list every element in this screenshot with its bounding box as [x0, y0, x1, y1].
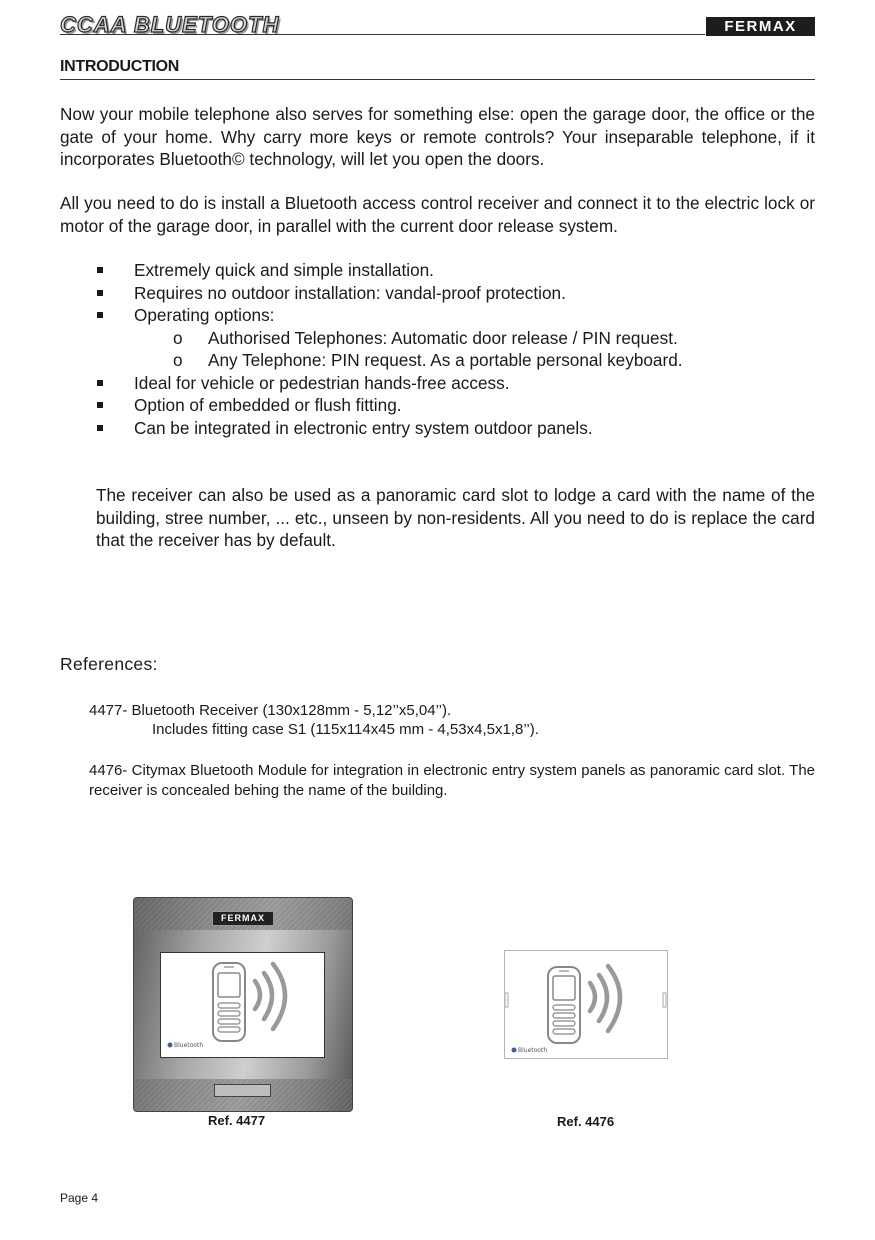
- header-rule: [60, 34, 705, 35]
- reference-4477: 4477- Bluetooth Receiver (130x128mm - 5,12’’x5,04’’).: [89, 702, 452, 719]
- sub-bullet-marker: o: [173, 350, 183, 370]
- bullet-square-icon: [97, 425, 103, 431]
- list-item: Can be integrated in electronic entry system outdoor panels.: [97, 417, 815, 440]
- reference-4476: 4476- Citymax Bluetooth Module for integration in electronic entry system panels as panoramic card slot. The receiver is concealed behing the name of the building.: [89, 762, 815, 799]
- sub-bullet-marker: o: [173, 327, 183, 348]
- list-item: Option of embedded or flush fitting.: [97, 394, 815, 417]
- intro-paragraph-2: All you need to do is install a Bluetooth access control receiver and connect it to the electric lock or motor of the garage door, in parallel with the current door release system.: [60, 193, 815, 236]
- sub-list-item: o Any Telephone: PIN request. As a portable personal keyboard.: [173, 350, 683, 370]
- card-slot-window: [160, 952, 325, 1058]
- bullet-square-icon: [97, 380, 103, 386]
- list-item: Ideal for vehicle or pedestrian hands-free access.: [97, 372, 815, 395]
- list-item: Operating options:: [97, 304, 815, 327]
- sub-list-item: o Authorised Telephones: Automatic door release / PIN request.: [173, 327, 678, 348]
- document-header-title: CCAA BLUETOOTH: [60, 12, 280, 37]
- bullet-square-icon: [97, 267, 103, 273]
- receiver-note-paragraph: The receiver can also be used as a panoramic card slot to lodge a card with the name of the building, stree number, ... etc., unseen by non-residents. All you need to do is replace the card that the receiver has by default.: [96, 485, 815, 550]
- device-slot: [214, 1084, 271, 1097]
- bluetooth-label: Bluetooth: [174, 1042, 204, 1049]
- list-item: Extremely quick and simple installation.: [97, 259, 815, 282]
- reference-4477-detail: Includes fitting case S1 (115x114x45 mm - 4,53x4,5x1,8’’).: [152, 721, 539, 738]
- device-logo: FERMAX: [212, 911, 274, 926]
- list-item: Requires no outdoor installation: vandal-proof protection.: [97, 282, 815, 305]
- page-number: Page 4: [60, 1191, 99, 1205]
- figure-caption-4476: Ref. 4476: [557, 1114, 615, 1129]
- bullet-square-icon: [97, 290, 103, 296]
- bullet-square-icon: [97, 402, 103, 408]
- section-rule: [60, 79, 815, 80]
- section-title: INTRODUCTION: [60, 58, 180, 75]
- intro-paragraph-1: Now your mobile telephone also serves for something else: open the garage door, the office or the gate of your home. Why carry more keys or remote controls? Your inseparable telephone, if it incorporates Bluetooth© technology, will let you open the doors.: [60, 104, 815, 169]
- figure-caption-4477: Ref. 4477: [208, 1113, 266, 1128]
- brand-logo: FERMAX: [706, 17, 815, 36]
- bullet-square-icon: [97, 312, 103, 318]
- references-heading: References:: [60, 654, 158, 674]
- bluetooth-label: Bluetooth: [518, 1047, 548, 1054]
- phone-signal-icon: [505, 951, 667, 1058]
- feature-list: [97, 259, 815, 439]
- receiver-4477-image: [133, 897, 353, 1112]
- module-4476-image: [504, 950, 668, 1059]
